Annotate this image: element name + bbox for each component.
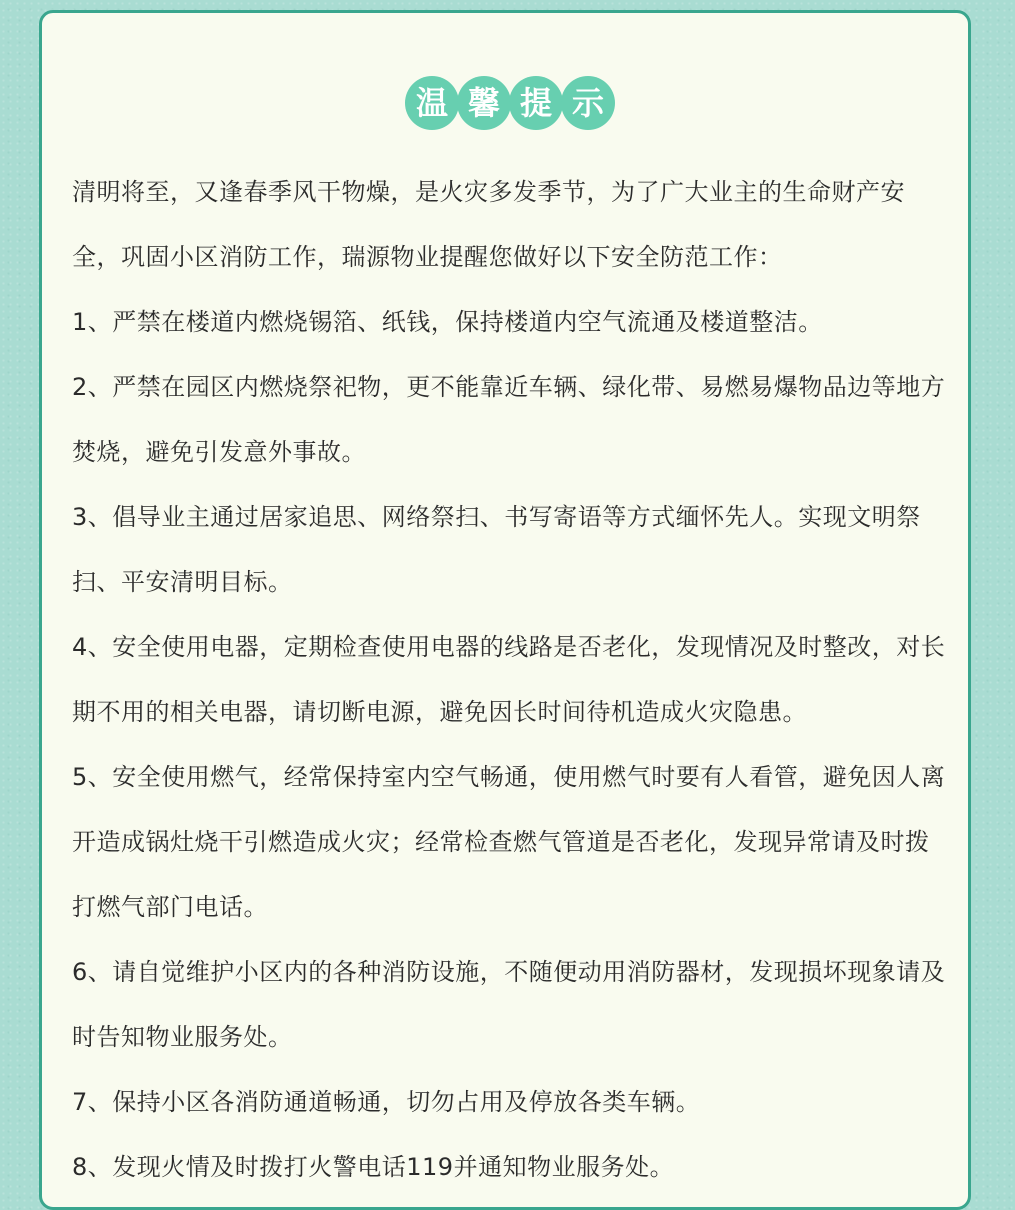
notice-item: 2、严禁在园区内燃烧祭祀物，更不能靠近车辆、绿化带、易燃易爆物品边等地方焚烧，避免引发意外事故。 — [72, 373, 946, 466]
notice-item: 1、严禁在楼道内燃烧锡箔、纸钱，保持楼道内空气流通及楼道整洁。 — [72, 308, 823, 336]
title-char: 馨 — [457, 76, 511, 130]
notice-item: 3、倡导业主通过居家追思、网络祭扫、书写寄语等方式缅怀先人。实现文明祭扫、平安清明目标。 — [72, 503, 921, 596]
notice-item: 5、安全使用燃气，经常保持室内空气畅通，使用燃气时要有人看管，避免因人离开造成锅灶烧干引燃造成火灾；经常检查燃气管道是否老化，发现异常请及时拨打燃气部门电话。 — [72, 763, 946, 921]
title-char: 温 — [405, 76, 459, 130]
notice-card — [39, 10, 971, 1210]
notice-item: 4、安全使用电器，定期检查使用电器的线路是否老化，发现情况及时整改，对长期不用的相关电器，请切断电源，避免因长时间待机造成火灾隐患。 — [72, 633, 946, 726]
notice-title — [405, 76, 613, 130]
notice-item: 7、保持小区各消防通道畅通，切勿占用及停放各类车辆。 — [72, 1088, 701, 1116]
notice-item: 8、发现火情及时拨打火警电话119并通知物业服务处。 — [72, 1153, 675, 1181]
title-char: 提 — [509, 76, 563, 130]
title-char: 示 — [561, 76, 615, 130]
notice-body — [72, 160, 952, 1200]
notice-item: 6、请自觉维护小区内的各种消防设施，不随便动用消防器材，发现损坏现象请及时告知物业服务处。 — [72, 958, 946, 1051]
intro-paragraph: 清明将至，又逢春季风干物燥，是火灾多发季节，为了广大业主的生命财产安全，巩固小区消防工作，瑞源物业提醒您做好以下安全防范工作： — [72, 178, 905, 271]
